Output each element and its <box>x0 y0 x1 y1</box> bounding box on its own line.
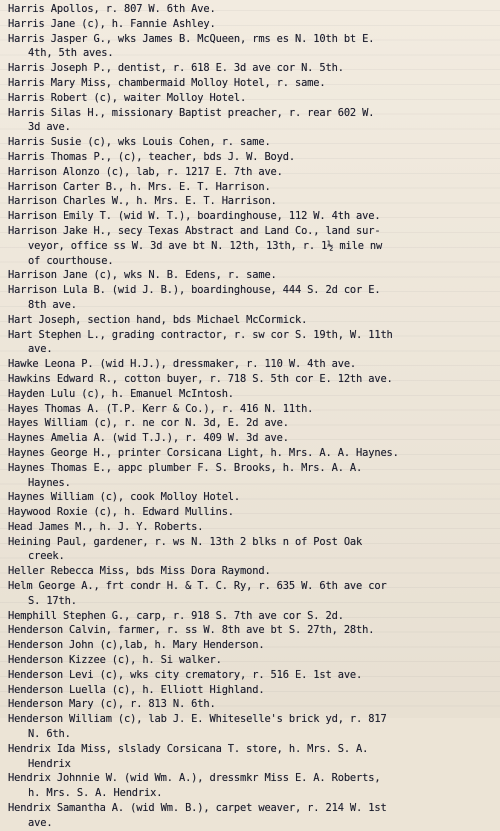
entry-continuation-line: Hendrix <box>28 757 71 770</box>
entry-line: Harrison Jake H., secy Texas Abstract and Land Co., land sur- <box>8 224 381 237</box>
entry-line: Hawkins Edward R., cotton buyer, r. 718 S. 5th cor E. 12th ave. <box>8 372 393 385</box>
entry-line: Haynes William (c), cook Molloy Hotel. <box>8 491 241 504</box>
directory-entry <box>8 402 492 417</box>
directory-entry <box>8 638 492 653</box>
entry-continuation-line: 3d ave. <box>28 121 71 134</box>
entry-continuation-line: ave. <box>28 343 53 356</box>
entry-line: Haywood Roxie (c), h. Edward Mullins. <box>8 506 234 519</box>
entry-continuation-line: of courthouse. <box>28 254 114 267</box>
directory-entry <box>8 520 492 535</box>
directory-entry <box>8 328 492 358</box>
entry-line: Harrison Alonzo (c), lab, r. 1217 E. 7th ave. <box>8 165 283 178</box>
entry-line: Henderson Kizzee (c), h. Si walker. <box>8 654 222 667</box>
entry-line: Hart Stephen L., grading contractor, r. sw cor S. 19th, W. 11th <box>8 328 393 341</box>
directory-entry <box>8 683 492 698</box>
entry-line: Head James M., h. J. Y. Roberts. <box>8 520 204 533</box>
directory-entry <box>8 653 492 668</box>
entry-line: Hendrix Ida Miss, slslady Corsicana T. store, h. Mrs. S. A. <box>8 742 369 755</box>
directory-entry <box>8 712 492 742</box>
entry-line: Hendrix Johnnie W. (wid Wm. A.), dressmkr Miss E. A. Roberts, <box>8 772 381 785</box>
entry-line: Helm George A., frt condr H. & T. C. Ry, r. 635 W. 6th ave cor <box>8 580 387 593</box>
directory-entry <box>8 697 492 712</box>
directory-entry <box>8 771 492 801</box>
entry-line: Harris Robert (c), waiter Molloy Hotel. <box>8 91 247 104</box>
entry-line: Harris Jane (c), h. Fannie Ashley. <box>8 17 216 30</box>
directory-entry <box>8 180 492 195</box>
entry-line: Hemphill Stephen G., carp, r. 918 S. 7th ave cor S. 2d. <box>8 609 344 622</box>
entry-line: Hart Joseph, section hand, bds Michael McCormick. <box>8 313 308 326</box>
entry-line: Henderson John (c),lab, h. Mary Henderson. <box>8 639 265 652</box>
entry-line: Harris Susie (c), wks Louis Cohen, r. same. <box>8 136 271 149</box>
directory-entry <box>8 490 492 505</box>
entry-continuation-line: h. Mrs. S. A. Hendrix. <box>28 787 163 800</box>
entry-continuation-line: 4th, 5th aves. <box>28 47 114 60</box>
entry-line: Harris Mary Miss, chambermaid Molloy Hotel, r. same. <box>8 76 326 89</box>
directory-entry <box>8 372 492 387</box>
entry-line: Henderson Calvin, farmer, r. ss W. 8th ave bt S. 27th, 28th. <box>8 624 375 637</box>
entry-line: Hendrix Samantha A. (wid Wm. B.), carpet weaver, r. 214 W. 1st <box>8 802 387 815</box>
entry-continuation-line: S. 17th. <box>28 594 77 607</box>
directory-entry <box>8 313 492 328</box>
directory-entry <box>8 461 492 491</box>
directory-entry <box>8 416 492 431</box>
entry-line: Henderson William (c), lab J. E. Whiteselle's brick yd, r. 817 <box>8 713 387 726</box>
entry-line: Hayes William (c), r. ne cor N. 3d, E. 2d ave. <box>8 417 289 430</box>
entry-line: Harrison Emily T. (wid W. T.), boardinghouse, 112 W. 4th ave. <box>8 210 381 223</box>
directory-entry <box>8 61 492 76</box>
directory-entry-list <box>8 2 492 831</box>
directory-entry <box>8 505 492 520</box>
entry-line: Harris Silas H., missionary Baptist preacher, r. rear 602 W. <box>8 106 375 119</box>
entry-line: Harrison Jane (c), wks N. B. Edens, r. same. <box>8 269 277 282</box>
entry-continuation-line: N. 6th. <box>28 728 71 741</box>
entry-line: Heller Rebecca Miss, bds Miss Dora Raymond. <box>8 565 271 578</box>
entry-line: Harris Thomas P., (c), teacher, bds J. W. Boyd. <box>8 150 295 163</box>
directory-entry <box>8 106 492 136</box>
directory-entry <box>8 579 492 609</box>
directory-entry <box>8 17 492 32</box>
directory-entry <box>8 2 492 17</box>
entry-line: Harrison Charles W., h. Mrs. E. T. Harrison. <box>8 195 277 208</box>
directory-entry <box>8 283 492 313</box>
entry-line: Henderson Mary (c), r. 813 N. 6th. <box>8 698 216 711</box>
directory-entry <box>8 32 492 62</box>
directory-entry <box>8 668 492 683</box>
directory-entry <box>8 431 492 446</box>
entry-line: Heining Paul, gardener, r. ws N. 13th 2 blks n of Post Oak <box>8 535 363 548</box>
directory-entry <box>8 357 492 372</box>
entry-line: Haynes George H., printer Corsicana Light, h. Mrs. A. A. Haynes. <box>8 446 399 459</box>
entry-line: Haynes Thomas E., appc plumber F. S. Brooks, h. Mrs. A. A. <box>8 461 363 474</box>
directory-entry <box>8 801 492 831</box>
entry-line: Harrison Lula B. (wid J. B.), boardinghouse, 444 S. 2d cor E. <box>8 284 381 297</box>
entry-line: Harris Apollos, r. 807 W. 6th Ave. <box>8 3 216 15</box>
entry-continuation-line: Haynes. <box>28 476 71 489</box>
entry-line: Haynes Amelia A. (wid T.J.), r. 409 W. 3d ave. <box>8 432 289 445</box>
entry-line: Harris Joseph P., dentist, r. 618 E. 3d ave cor N. 5th. <box>8 62 344 75</box>
entry-line: Henderson Levi (c), wks city crematory, r. 516 E. 1st ave. <box>8 668 363 681</box>
entry-line: Hayes Thomas A. (T.P. Kerr & Co.), r. 416 N. 11th. <box>8 402 314 415</box>
directory-entry <box>8 91 492 106</box>
directory-entry <box>8 742 492 772</box>
entry-line: Harris Jasper G., wks James B. McQueen, rms es N. 10th bt E. <box>8 32 375 45</box>
directory-entry <box>8 194 492 209</box>
directory-entry <box>8 135 492 150</box>
directory-entry <box>8 76 492 91</box>
directory-entry <box>8 446 492 461</box>
directory-entry <box>8 609 492 624</box>
entry-line: Harrison Carter B., h. Mrs. E. T. Harrison. <box>8 180 271 193</box>
entry-line: Hayden Lulu (c), h. Emanuel McIntosh. <box>8 387 234 400</box>
entry-continuation-line: 8th ave. <box>28 298 77 311</box>
entry-continuation-line: creek. <box>28 550 65 563</box>
entry-line: Henderson Luella (c), h. Elliott Highland. <box>8 683 265 696</box>
directory-entry <box>8 623 492 638</box>
entry-continuation-line: ave. <box>28 816 53 829</box>
directory-entry <box>8 387 492 402</box>
directory-entry <box>8 564 492 579</box>
directory-entry <box>8 535 492 565</box>
entry-line: Hawke Leona P. (wid H.J.), dressmaker, r. 110 W. 4th ave. <box>8 358 357 371</box>
directory-entry <box>8 224 492 268</box>
directory-entry <box>8 209 492 224</box>
entry-continuation-line: veyor, office ss W. 3d ave bt N. 12th, 13th, r. 1½ mile nw <box>28 239 383 252</box>
directory-entry <box>8 268 492 283</box>
directory-entry <box>8 165 492 180</box>
directory-entry <box>8 150 492 165</box>
